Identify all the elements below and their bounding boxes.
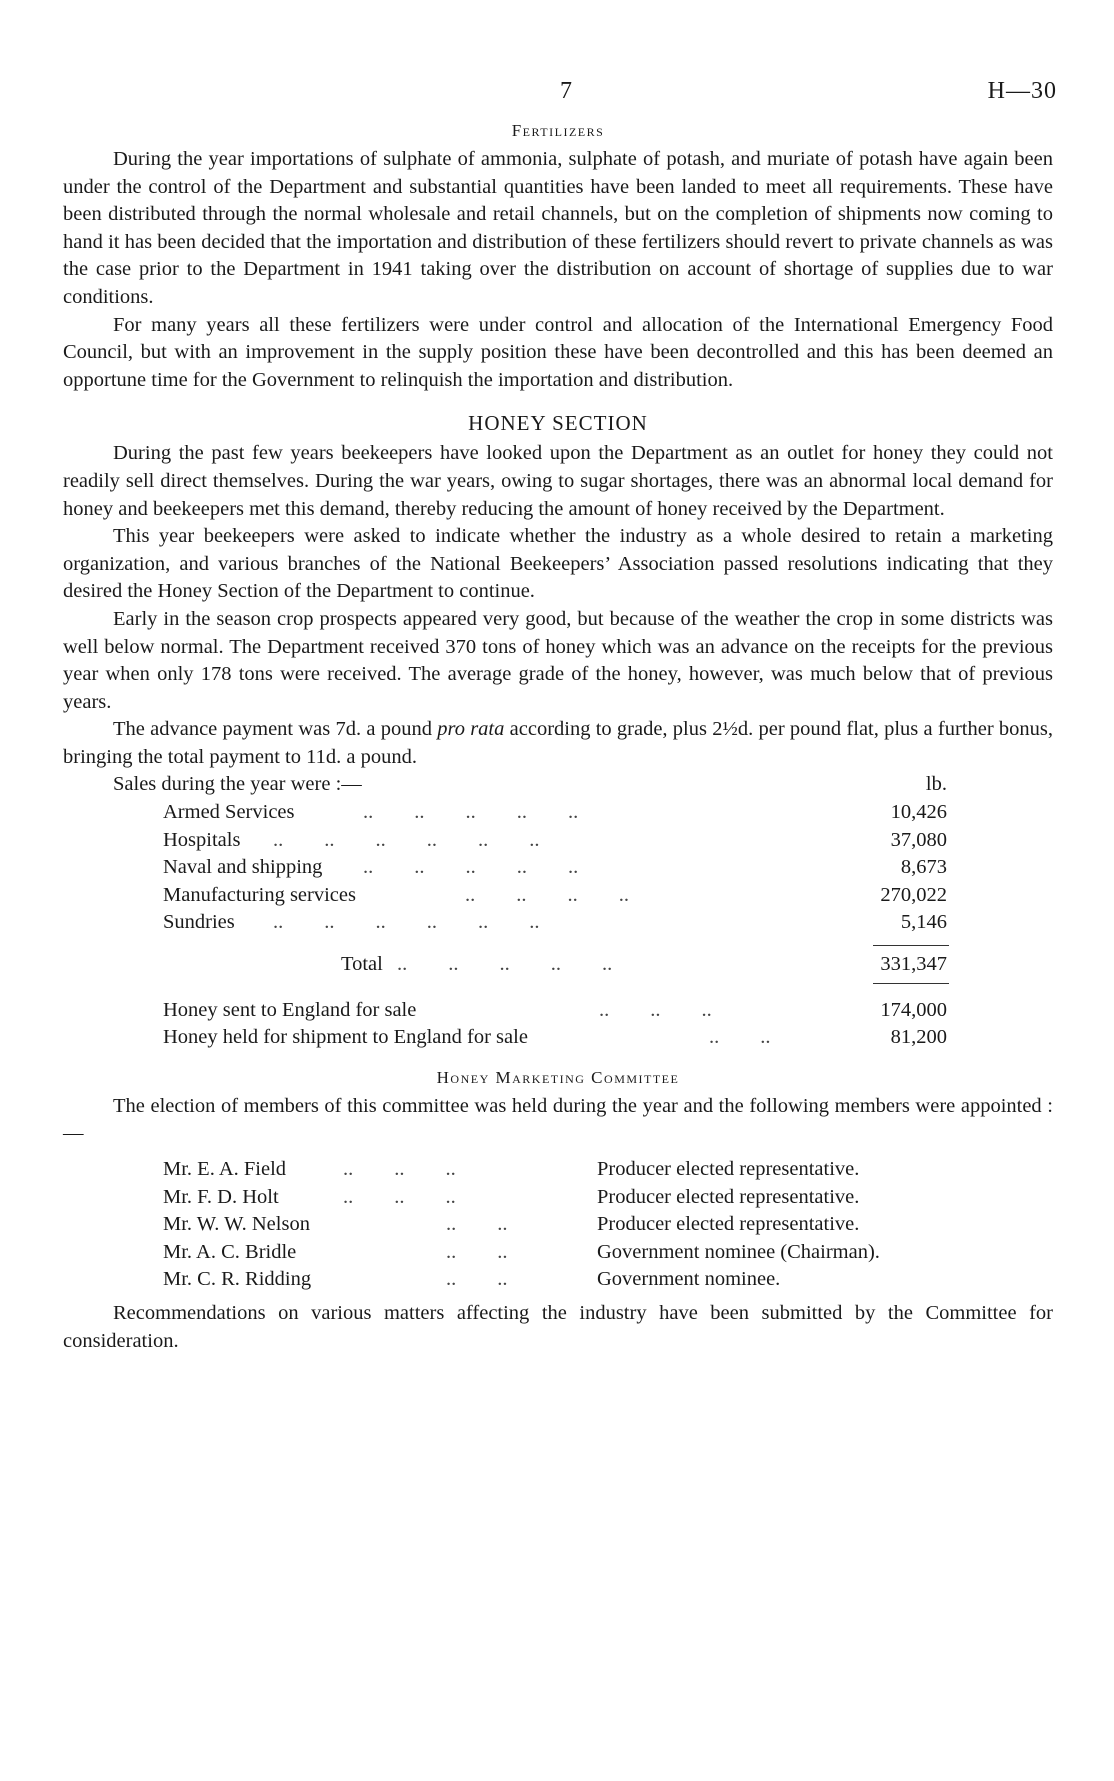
sales-label: Manufacturing services: [163, 883, 356, 906]
rule-row: [63, 979, 1053, 997]
members-list: [63, 1156, 1053, 1294]
table-row: Honey held for shipment to England for sale .. .. 81,200: [63, 1024, 1053, 1052]
table-row: Sundries .. .. .. .. .. .. 5,146: [63, 909, 1053, 937]
fertilizers-paragraph-2: For many years all these fertilizers were under control and allocation of the International Emergency Food Council, but with an improvement in the supply position these have been decontrolled and this has been deemed an opportune time for the Government to relinquish the importation and distribution.: [63, 313, 1053, 391]
committee-heading: Honey Marketing Committee: [436, 1067, 680, 1087]
table-row: Hospitals .. .. .. .. .. .. 37,080: [63, 827, 1053, 855]
list-item: Mr. C. R. Ridding .. .. Government nominee.: [63, 1266, 1053, 1294]
honey-paragraph-3: Early in the season crop prospects appeared very good, but because of the weather the crop in some districts was well below normal. The Department received 370 tons of honey which was an advance on the receipts for the previous year when only 178 tons were received. The average grade of the honey, however, was much below that of previous years.: [63, 607, 1053, 713]
subtotal-rule: [873, 945, 949, 946]
member-role: Producer elected representative.: [597, 1185, 860, 1208]
member-role: Producer elected representative.: [597, 1158, 860, 1180]
committee-closing: Recommendations on various matters affecting the industry have been submitted by the Committee for consideration.: [63, 1301, 1053, 1352]
member-role: Government nominee.: [597, 1268, 781, 1291]
total-value: 331,347: [880, 953, 947, 976]
document-id: H—30: [987, 78, 1057, 104]
sales-label: Hospitals: [163, 828, 241, 851]
sales-value: 5,146: [900, 911, 947, 934]
payment-text-a: The advance payment was 7d. a pound: [113, 718, 438, 741]
list-item: Mr. A. C. Bridle .. .. Government nominee (Chairman).: [63, 1239, 1053, 1267]
committee-intro: The election of members of this committee was held during the year and the following members were appointed :—: [63, 1094, 1053, 1145]
sales-label: Sundries: [163, 911, 235, 934]
total-rule: [873, 983, 949, 984]
sales-label: Naval and shipping: [163, 856, 323, 879]
list-item: Mr. E. A. Field .. .. .. Producer elected representative.: [63, 1156, 1053, 1184]
unit-label: lb.: [925, 773, 947, 796]
sales-intro: Sales during the year were :—: [113, 773, 362, 796]
member-role: Producer elected representative.: [597, 1213, 860, 1236]
table-row: Honey sent to England for sale .. .. .. 174,000: [63, 997, 1053, 1025]
sales-value: 37,080: [890, 828, 947, 851]
sales-value: 8,673: [900, 856, 947, 879]
total-label: Total: [341, 953, 383, 976]
sales-label: Armed Services: [163, 801, 295, 824]
member-name: Mr. F. D. Holt: [163, 1185, 279, 1208]
payment-text-b: according to grade, plus 2½d. per pound flat, plus a further bonus, bringing the total payment to 11d. a pound.: [63, 718, 1054, 768]
sales-value: 270,022: [880, 883, 947, 906]
member-name: Mr. E. A. Field: [163, 1158, 287, 1180]
total-row: Total .. .. .. .. .. 331,347: [63, 951, 1053, 979]
shipment-value: 174,000: [880, 998, 947, 1021]
sales-value: 10,426: [890, 801, 947, 824]
page-header: [63, 78, 1057, 118]
honey-paragraph-2: This year beekeepers were asked to indicate whether the industry as a whole desired to retain a marketing organization, and various branches of the National Beekeepers’ Association passed resolutions indicating that they desired the Honey Section of the Department to continue.: [63, 525, 1053, 603]
shipment-label: Honey sent to England for sale: [163, 998, 417, 1021]
member-name: Mr. C. R. Ridding: [163, 1268, 312, 1291]
document-page: [63, 78, 1057, 1355]
page-number: 7: [560, 78, 572, 104]
member-role: Government nominee (Chairman).: [597, 1240, 880, 1263]
sales-table: [63, 771, 1053, 1051]
shipment-label: Honey held for shipment to England for sale: [163, 1026, 528, 1049]
honey-section-heading: HONEY SECTION: [468, 411, 648, 436]
sales-header-row: [63, 771, 1053, 799]
member-name: Mr. W. W. Nelson: [163, 1213, 310, 1236]
fertilizers-paragraph-1: During the year importations of sulphate of ammonia, sulphate of potash, and muriate of potash have again been under the control of the Department and substantial quantities have been landed to meet all requirements. These have been distributed through the normal wholesale and retail channels, but on the completion of shipments now coming to hand it has been decided that the importation and distribution of these fertilizers should revert to private channels as was the case prior to the Department in 1941 taking over the distribution on account of shortage of supplies due to war conditions.: [63, 148, 1053, 308]
rule-row: [63, 937, 1053, 951]
member-name: Mr. A. C. Bridle: [163, 1240, 297, 1263]
table-row: Manufacturing services .. .. .. .. 270,022: [63, 882, 1053, 910]
shipment-value: 81,200: [890, 1026, 947, 1049]
list-item: Mr. F. D. Holt .. .. .. Producer elected representative.: [63, 1184, 1053, 1212]
payment-paragraph: [63, 716, 1053, 771]
table-row: Naval and shipping .. .. .. .. .. 8,673: [63, 854, 1053, 882]
payment-text-italic: pro rata: [437, 718, 505, 741]
honey-paragraph-1: During the past few years beekeepers have looked upon the Department as an outlet for honey they could not readily sell direct themselves. During the war years, owing to sugar shortages, there was an abnormal local demand for honey and beekeepers met this demand, thereby reducing the amount of honey received by the Department.: [63, 442, 1053, 520]
list-item: Mr. W. W. Nelson .. .. Producer elected representative.: [63, 1211, 1053, 1239]
fertilizers-heading: Fertilizers: [511, 121, 605, 140]
table-row: Armed Services .. .. .. .. .. 10,426: [63, 799, 1053, 827]
